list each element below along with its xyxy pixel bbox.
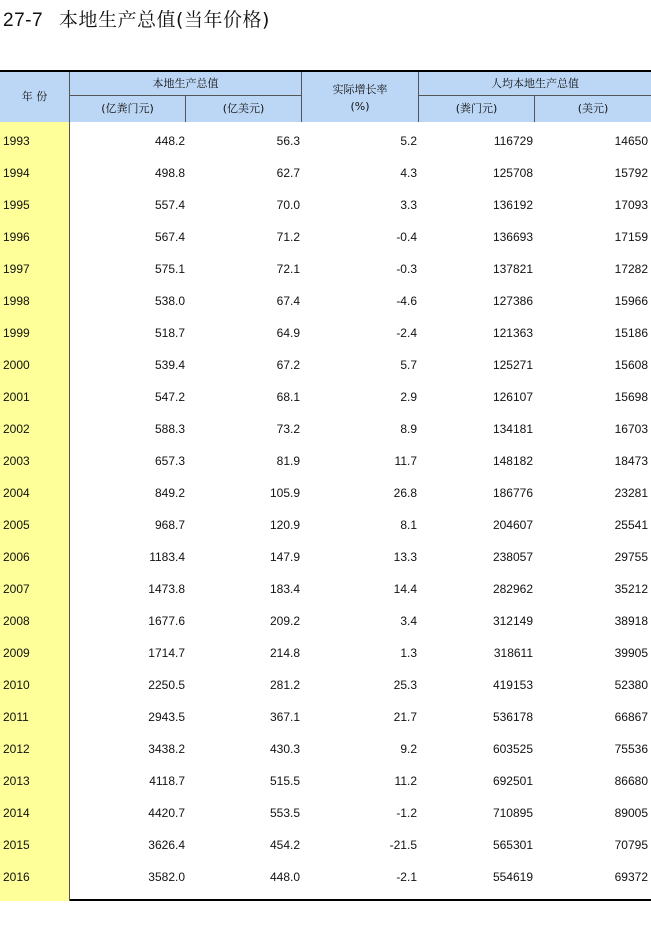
cell-pc-hkd: 603525 — [492, 742, 533, 756]
cell-pc-hkd: 126107 — [492, 390, 533, 404]
cell-gdp-hkd: 518.7 — [154, 326, 185, 340]
cell-gdp-usd: 448.0 — [269, 870, 300, 884]
cell-year: 1995 — [3, 198, 30, 212]
cell-year: 2010 — [3, 678, 30, 692]
cell-year: 2005 — [3, 518, 30, 532]
cell-gdp-usd: 515.5 — [269, 774, 300, 788]
cell-pc-hkd: 554619 — [492, 870, 533, 884]
table-row — [0, 698, 651, 730]
cell-growth: 3.3 — [400, 198, 417, 212]
cell-pc-usd: 16703 — [614, 422, 648, 436]
cell-pc-hkd: 565301 — [492, 838, 533, 852]
cell-growth: 8.9 — [400, 422, 417, 436]
table-row — [0, 154, 651, 186]
cell-growth: 14.4 — [393, 582, 417, 596]
cell-gdp-hkd: 4420.7 — [148, 806, 185, 820]
cell-growth: 26.8 — [393, 486, 417, 500]
cell-pc-hkd: 536178 — [492, 710, 533, 724]
cell-gdp-hkd: 4118.7 — [149, 774, 185, 788]
table-row — [0, 314, 651, 346]
header-growth-unit: (%) — [350, 100, 370, 113]
cell-gdp-hkd: 1677.6 — [148, 614, 185, 628]
table-body — [0, 122, 651, 890]
cell-gdp-hkd: 1183.4 — [149, 550, 185, 564]
table-row — [0, 346, 651, 378]
cell-pc-usd: 38918 — [614, 614, 648, 628]
cell-growth: 5.7 — [400, 358, 417, 372]
table-row — [0, 570, 651, 602]
cell-year: 1996 — [3, 230, 30, 244]
cell-gdp-usd: 67.4 — [276, 294, 300, 308]
cell-year: 2012 — [3, 742, 30, 756]
cell-pc-usd: 17282 — [614, 262, 648, 276]
table-row — [0, 538, 651, 570]
header-pc-hkd: (粪门元) — [419, 96, 535, 122]
cell-year: 2006 — [3, 550, 30, 564]
cell-year: 2004 — [3, 486, 30, 500]
cell-pc-hkd: 204607 — [492, 518, 533, 532]
cell-year: 2015 — [3, 838, 30, 852]
cell-growth: -0.3 — [396, 262, 417, 276]
cell-gdp-usd: 147.9 — [269, 550, 300, 564]
cell-pc-hkd: 127386 — [492, 294, 533, 308]
table-row — [0, 410, 651, 442]
table-row — [0, 474, 651, 506]
table-number: 27-7 — [3, 10, 44, 31]
cell-pc-usd: 15966 — [614, 294, 648, 308]
cell-year: 1994 — [3, 166, 30, 180]
table-row — [0, 250, 651, 282]
cell-gdp-usd: 73.2 — [276, 422, 300, 436]
cell-year: 2013 — [3, 774, 30, 788]
cell-pc-hkd: 692501 — [492, 774, 533, 788]
cell-gdp-hkd: 849.2 — [154, 486, 185, 500]
page-title — [3, 5, 270, 32]
cell-growth: -1.2 — [396, 806, 417, 820]
cell-gdp-hkd: 557.4 — [154, 198, 185, 212]
table-row — [0, 634, 651, 666]
header-growth-cell — [302, 72, 419, 122]
cell-gdp-usd: 367.1 — [269, 710, 300, 724]
cell-gdp-hkd: 575.1 — [154, 262, 185, 276]
cell-gdp-usd: 209.2 — [269, 614, 300, 628]
table-row — [0, 826, 651, 858]
cell-growth: 8.1 — [400, 518, 417, 532]
cell-pc-usd: 70795 — [614, 838, 648, 852]
cell-gdp-hkd: 547.2 — [154, 390, 185, 404]
table-row — [0, 762, 651, 794]
table-row — [0, 186, 651, 218]
cell-gdp-usd: 64.9 — [276, 326, 300, 340]
cell-pc-hkd: 134181 — [492, 422, 533, 436]
header-per-capita: 人均本地生产总值 — [419, 72, 651, 96]
cell-gdp-hkd: 498.8 — [154, 166, 185, 180]
cell-gdp-usd: 105.9 — [269, 486, 300, 500]
cell-gdp-hkd: 1714.7 — [148, 646, 185, 660]
cell-pc-usd: 29755 — [614, 550, 648, 564]
cell-growth: 25.3 — [393, 678, 417, 692]
cell-pc-hkd: 186776 — [492, 486, 533, 500]
cell-growth: 5.2 — [400, 134, 417, 148]
cell-gdp-usd: 68.1 — [276, 390, 300, 404]
cell-gdp-usd: 214.8 — [269, 646, 300, 660]
header-gdp-usd: (亿美元) — [186, 96, 302, 122]
cell-pc-usd: 69372 — [614, 870, 648, 884]
cell-year: 2014 — [3, 806, 30, 820]
cell-pc-usd: 75536 — [614, 742, 648, 756]
cell-pc-hkd: 125708 — [492, 166, 533, 180]
cell-pc-usd: 18473 — [614, 454, 648, 468]
cell-gdp-hkd: 538.0 — [154, 294, 185, 308]
cell-growth: 11.7 — [394, 454, 417, 468]
table-row — [0, 858, 651, 890]
cell-gdp-hkd: 588.3 — [154, 422, 185, 436]
cell-growth: 13.3 — [393, 550, 417, 564]
cell-growth: -21.5 — [389, 838, 417, 852]
cell-pc-usd: 86680 — [614, 774, 648, 788]
cell-gdp-usd: 120.9 — [269, 518, 300, 532]
table-title: 本地生产总值(当年价格) — [59, 9, 270, 31]
cell-pc-hkd: 136693 — [492, 230, 533, 244]
table-row — [0, 282, 651, 314]
cell-gdp-usd: 454.2 — [269, 838, 300, 852]
cell-gdp-hkd: 448.2 — [154, 134, 185, 148]
cell-gdp-hkd: 567.4 — [154, 230, 185, 244]
cell-growth: 4.3 — [400, 166, 417, 180]
header-growth: 实际增长率 — [332, 83, 388, 96]
table-row — [0, 666, 651, 698]
cell-gdp-hkd: 3582.0 — [148, 870, 185, 884]
cell-pc-usd: 66867 — [614, 710, 648, 724]
cell-gdp-usd: 430.3 — [269, 742, 300, 756]
cell-growth: 11.2 — [394, 774, 417, 788]
cell-growth: -4.6 — [396, 294, 417, 308]
gdp-table — [0, 70, 651, 901]
cell-gdp-hkd: 3438.2 — [148, 742, 185, 756]
cell-gdp-usd: 553.5 — [269, 806, 300, 820]
cell-growth: 21.7 — [393, 710, 417, 724]
cell-pc-usd: 17093 — [614, 198, 648, 212]
table-row — [0, 122, 651, 154]
cell-year: 2008 — [3, 614, 30, 628]
cell-pc-usd: 17159 — [614, 230, 648, 244]
header-gdp: 本地生产总值 — [70, 72, 302, 96]
cell-year: 1997 — [3, 262, 30, 276]
cell-gdp-hkd: 657.3 — [154, 454, 185, 468]
cell-gdp-usd: 56.3 — [276, 134, 300, 148]
cell-growth: 2.9 — [400, 390, 417, 404]
table-row — [0, 218, 651, 250]
cell-year: 2000 — [3, 358, 30, 372]
cell-pc-hkd: 238057 — [492, 550, 533, 564]
cell-pc-usd: 25541 — [614, 518, 648, 532]
table-row — [0, 730, 651, 762]
cell-gdp-hkd: 1473.8 — [148, 582, 185, 596]
cell-year: 1993 — [3, 134, 30, 148]
cell-year: 2009 — [3, 646, 30, 660]
cell-pc-hkd: 136192 — [492, 198, 533, 212]
cell-pc-hkd: 148182 — [492, 454, 533, 468]
cell-pc-hkd: 419153 — [492, 678, 533, 692]
cell-pc-usd: 39905 — [614, 646, 648, 660]
cell-year: 2002 — [3, 422, 30, 436]
cell-pc-hkd: 312149 — [492, 614, 533, 628]
cell-growth: -2.1 — [396, 870, 417, 884]
cell-growth: -0.4 — [396, 230, 417, 244]
cell-gdp-hkd: 539.4 — [154, 358, 185, 372]
cell-pc-hkd: 125271 — [492, 358, 533, 372]
cell-gdp-hkd: 968.7 — [154, 518, 185, 532]
cell-growth: 9.2 — [400, 742, 417, 756]
cell-pc-hkd: 116729 — [493, 134, 533, 148]
cell-gdp-usd: 62.7 — [276, 166, 300, 180]
cell-year: 2016 — [3, 870, 30, 884]
table-row — [0, 506, 651, 538]
cell-gdp-usd: 70.0 — [276, 198, 300, 212]
cell-gdp-usd: 71.2 — [276, 230, 300, 244]
cell-growth: 1.3 — [400, 646, 417, 660]
header-pc-usd: (美元) — [535, 96, 651, 122]
cell-pc-hkd: 282962 — [492, 582, 533, 596]
table-header — [0, 72, 651, 122]
cell-pc-usd: 15792 — [614, 166, 648, 180]
cell-pc-usd: 15186 — [614, 326, 648, 340]
header-year: 年 份 — [0, 72, 70, 122]
cell-pc-usd: 14650 — [614, 134, 648, 148]
cell-gdp-usd: 67.2 — [276, 358, 300, 372]
cell-gdp-usd: 281.2 — [269, 678, 300, 692]
cell-growth: 3.4 — [400, 614, 417, 628]
cell-pc-hkd: 318611 — [493, 646, 533, 660]
cell-gdp-hkd: 3626.4 — [148, 838, 185, 852]
cell-year: 1999 — [3, 326, 30, 340]
cell-pc-usd: 15608 — [614, 358, 648, 372]
table-row — [0, 794, 651, 826]
header-gdp-hkd: (亿粪门元) — [70, 96, 186, 122]
cell-year: 2001 — [3, 390, 30, 404]
cell-gdp-hkd: 2250.5 — [148, 678, 185, 692]
cell-gdp-usd: 183.4 — [269, 582, 300, 596]
cell-pc-hkd: 121363 — [492, 326, 533, 340]
cell-gdp-hkd: 2943.5 — [148, 710, 185, 724]
cell-growth: -2.4 — [396, 326, 417, 340]
cell-pc-hkd: 710895 — [492, 806, 533, 820]
cell-year: 2003 — [3, 454, 30, 468]
table-row — [0, 378, 651, 410]
cell-year: 1998 — [3, 294, 30, 308]
cell-year: 2011 — [3, 710, 29, 724]
cell-pc-usd: 89005 — [614, 806, 648, 820]
cell-pc-hkd: 137821 — [492, 262, 533, 276]
cell-year: 2007 — [3, 582, 30, 596]
cell-pc-usd: 23281 — [614, 486, 648, 500]
table-row — [0, 602, 651, 634]
cell-gdp-usd: 72.1 — [276, 262, 300, 276]
table-row — [0, 442, 651, 474]
cell-pc-usd: 35212 — [614, 582, 648, 596]
cell-pc-usd: 52380 — [614, 678, 648, 692]
cell-pc-usd: 15698 — [614, 390, 648, 404]
cell-gdp-usd: 81.9 — [276, 454, 300, 468]
